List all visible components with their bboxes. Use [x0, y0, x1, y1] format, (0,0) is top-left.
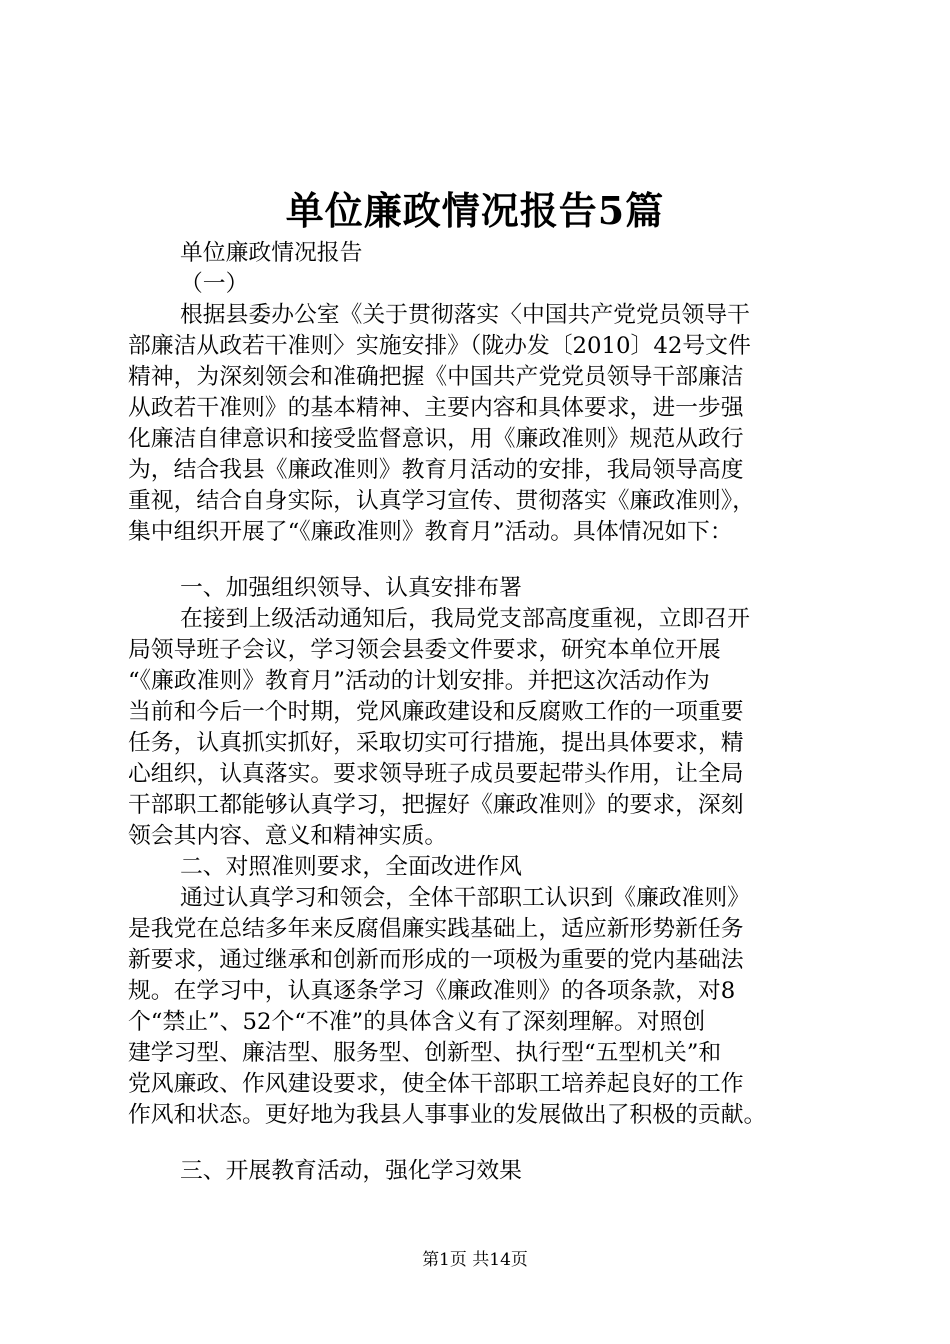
para2-line: 领会其内容、意义和精神实质。: [128, 823, 448, 849]
para1-line: 为，结合我县《廉政准则》教育月活动的安排，我局领导高度: [128, 457, 744, 483]
para1-line: 精神，为深刻领会和准确把握《中国共产党党员领导干部廉洁: [128, 364, 744, 390]
para1-line: 根据县委办公室《关于贯彻落实〈中国共产党党员领导干: [180, 302, 750, 328]
para2-line: 在接到上级活动通知后，我局党支部高度重视，立即召开: [180, 606, 750, 632]
para3-line: 建学习型、廉洁型、服务型、创新型、执行型“五型机关”和: [128, 1040, 722, 1066]
spacer: [128, 548, 842, 573]
para1-line: 化廉洁自律意识和接受监督意识，用《廉政准则》规范从政行: [128, 426, 744, 452]
para2-line: 干部职工都能够认真学习，把握好《廉政准则》的要求，深刻: [128, 792, 744, 818]
para3-line: 作风和状态。更好地为我县人事事业的发展做出了积极的贡献。: [128, 1102, 767, 1128]
subtitle: 单位廉政情况报告: [180, 240, 363, 266]
para3-line: 规。在学习中，认真逐条学习《廉政准则》的各项条款，对8: [128, 978, 736, 1004]
section-number: （一）: [180, 271, 249, 297]
document-title: 单位廉政情况报告5篇: [285, 188, 665, 233]
para2-line: 心组织，认真落实。要求领导班子成员要起带头作用，让全局: [128, 761, 744, 787]
document-body: [128, 238, 842, 1187]
para1-line: 重视，结合自身实际，认真学习宣传、贯彻落实《廉政准则》，: [128, 488, 755, 514]
heading-2: 二、对照准则要求，全面改进作风: [180, 854, 522, 880]
para2-line: 局领导班子会议，学习领会县委文件要求，研究本单位开展: [128, 637, 721, 663]
heading-1: 一、加强组织领导、认真安排布署: [180, 575, 522, 601]
para1-line: 从政若干准则》的基本精神、主要内容和具体要求，进一步强: [128, 395, 744, 421]
para3-line: 通过认真学习和领会，全体干部职工认识到《廉政准则》: [180, 885, 750, 911]
para3-line: 个“禁止”、52个“不准”的具体含义有了深刻理解。对照创: [128, 1009, 706, 1035]
para2-line: “《廉政准则》教育月”活动的计划安排。并把这次活动作为: [128, 668, 710, 694]
page-footer: 第1页 共14页: [422, 1250, 528, 1270]
spacer: [128, 1131, 842, 1156]
para2-line: 当前和今后一个时期，党风廉政建设和反腐败工作的一项重要: [128, 699, 744, 725]
heading-3: 三、开展教育活动，强化学习效果: [180, 1158, 522, 1184]
para1-line: 部廉洁从政若干准则〉实施安排》（陇办发〔2010〕42号文件: [128, 333, 751, 359]
para3-line: 党风廉政、作风建设要求，使全体干部职工培养起良好的工作: [128, 1071, 744, 1097]
para1-line: 集中组织开展了“《廉政准则》教育月”活动。具体情况如下：: [128, 519, 733, 545]
para3-line: 是我党在总结多年来反腐倡廉实践基础上，适应新形势新任务: [128, 916, 744, 942]
para3-line: 新要求，通过继承和创新而形成的一项极为重要的党内基础法: [128, 947, 744, 973]
para2-line: 任务，认真抓实抓好，采取切实可行措施，提出具体要求，精: [128, 730, 744, 756]
